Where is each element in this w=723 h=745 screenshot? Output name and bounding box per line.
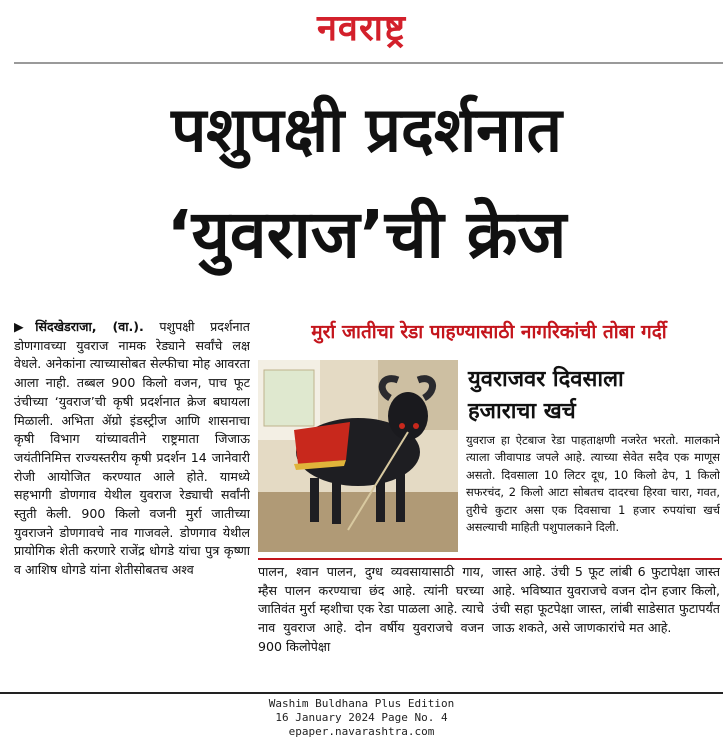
article-column-1 <box>14 318 250 688</box>
box-title-line-1: युवराजवर दिवसाला <box>468 367 624 392</box>
footer-date-page: 16 January 2024 Page No. 4 <box>275 711 448 724</box>
headline-line-2: ‘युवराज’ची क्रेज <box>166 196 567 273</box>
section-divider <box>258 558 722 560</box>
article-text-col2: पालन, श्वान पालन, दुग्ध व्यवसायासाठी गाय, म्हैस पालन करण्याचा छंद आहे. त्यांनी घरच्या जातिवंत मुर्रा म्हशीचा एक रेडा पाळला आहे. त्याचे नाव युवराज आहे. दोन वर्षीय युवराजचे वजन 900 किलोपेक्षा <box>258 564 484 654</box>
footer-site: epaper.navarashtra.com <box>288 725 435 738</box>
footer-divider <box>0 692 723 694</box>
masthead <box>0 0 723 62</box>
article-column-3 <box>492 563 720 688</box>
article-text-col3: जास्त आहे. उंची 5 फूट लांबी 6 फुटापेक्षा जास्त आहे. भविष्यात युवराजचे वजन दोन हजार किलो, उंची सहा फूटपेक्षा जास्त, लांबी साडेसात फुटापर्यंत जाऊ शकते, असे जाणकारांचे मत आहे. <box>492 564 720 636</box>
article-text-col1: पशुपक्षी प्रदर्शनात डोणगावच्या युवराज नामक रेड्याने सर्वांचे लक्ष वेधले. अनेकांना त्याच्यासोबत सेल्फीचा मोह आवरता आला नाही. तब्बल 900 किलो वजन, पाच फूट उंचीच्या ‘युवराज’ची कृषी प्रदर्शनात क्रेज बघायला मिळाली. अभिता ॲग्रो इंडस्ट्रीज आणि शासनाचा कृषी विभाग यांच्यावतीने राष्ट्रमाता जिजाऊ जयंतीनिमित्त राज्यस्तरीय कृषी प्रदर्शन 14 जानेवारी रोजी आयोजित करण्यात आले होते. यामध्ये सहभागी डोणगाव येथील युवराज रेड्याची सर्वांनी स्तुती केली. 900 किलो वजनी मुर्रा जातीच्या युवराजने डोणगावचे नाव गाजवले. डोणगाव येथील प्रायोगिक शेती करणारे राजेंद्र धोगडे यांचा पुत्र कृष्णा व आशिष धोगडे यांना शेतीसोबतच अश्व <box>14 319 250 578</box>
buffalo-illustration-icon <box>258 360 458 552</box>
masthead-divider <box>14 62 723 64</box>
article-column-2 <box>258 563 484 688</box>
box-title <box>468 364 718 428</box>
box-paragraph: युवराज हा ऐटबाज रेडा पाहताक्षणी नजरेत भरतो. मालकाने त्याला जीवापाड जपले आहे. त्याच्या सेवेत सदैव एक माणूस असतो. दिवसाला 10 लिटर दूध, 10 किलो ढेप, 1 किलो सफरचंद, 2 किलो आटा सोबतच दादरचा हिरवा चारा, गवत, तुरीचे कुटार असा एक दिवसाचा 1 हजार रुपयांचा खर्च असल्याची माहिती पशुपालकाने दिली. <box>466 433 720 535</box>
box-text <box>466 432 720 554</box>
dateline: सिंदखेडराजा, (वा.). <box>35 319 144 334</box>
footer <box>0 697 723 739</box>
footer-edition: Washim Buldhana Plus Edition <box>268 697 455 710</box>
dateline-marker-icon: ▶ <box>14 319 36 334</box>
box-title-line-2: हजाराचा खर्च <box>468 399 576 424</box>
headline-line-1: पशुपक्षी प्रदर्शनात <box>171 93 562 166</box>
subheadline: मुर्रा जातीचा रेडा पाहण्यासाठी नागरिकांची तोबा गर्दी <box>311 321 667 343</box>
buffalo-photo <box>258 360 458 552</box>
newspaper-logo: नवराष्ट्र <box>316 8 407 49</box>
